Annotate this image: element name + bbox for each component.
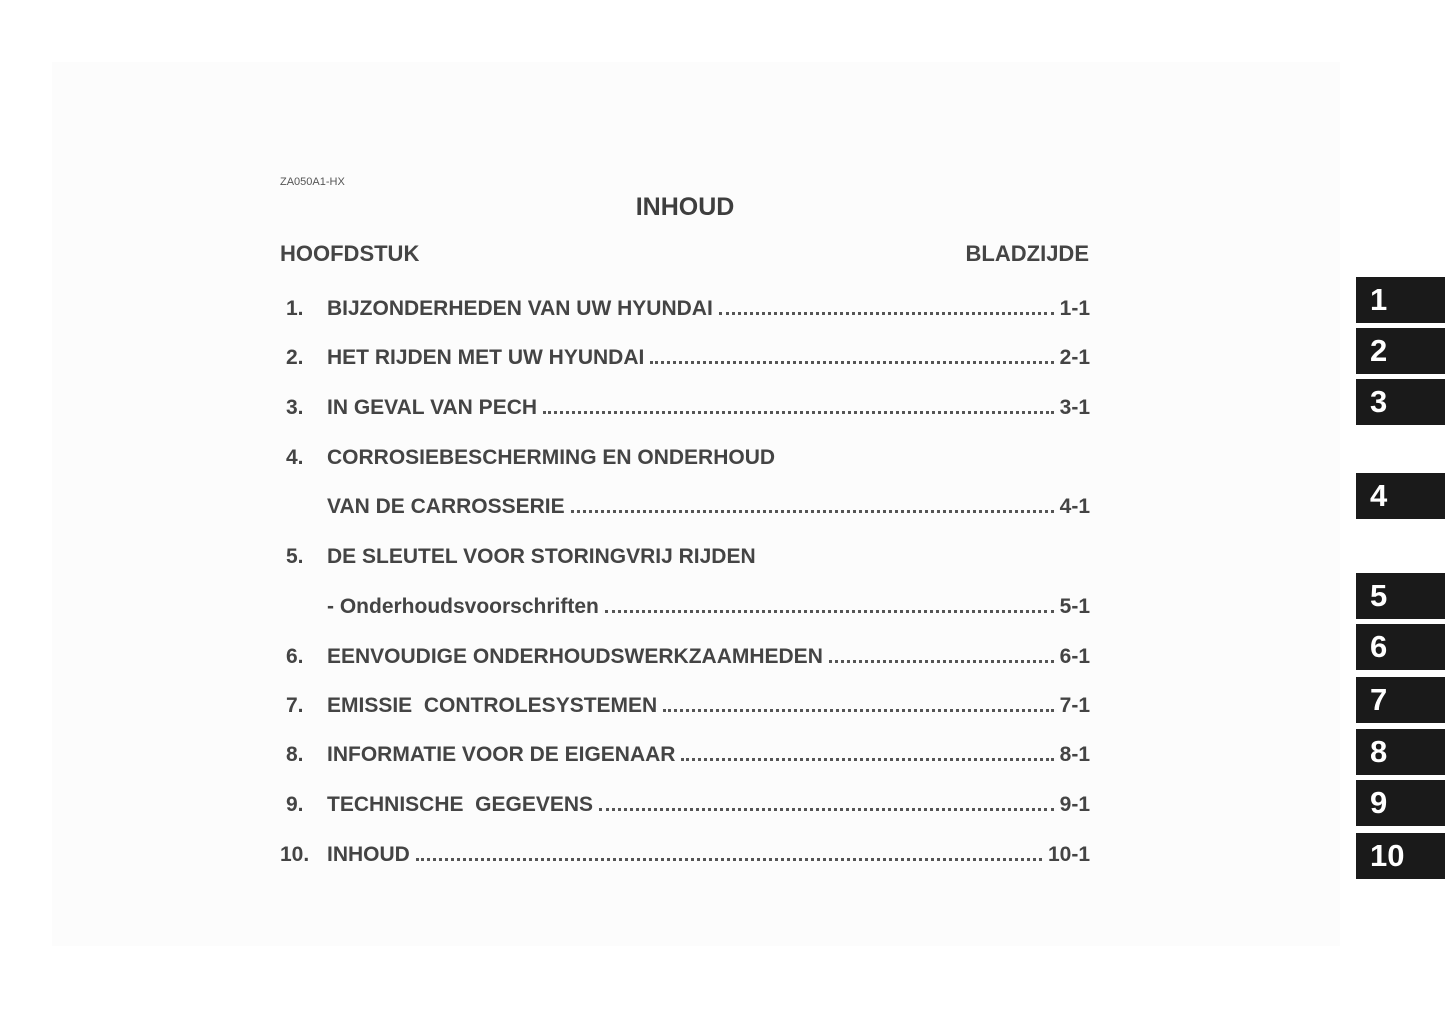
dot-leader (571, 510, 1054, 513)
toc-entry-6[interactable] (280, 637, 1090, 669)
toc-number: 10. (280, 843, 310, 866)
dot-leader (543, 411, 1054, 414)
toc-page: 7-1 (1059, 694, 1090, 717)
chapter-tab-2[interactable]: 2 (1356, 328, 1445, 374)
toc-page: 10-1 (1047, 843, 1090, 866)
toc-entry-10[interactable] (280, 835, 1090, 867)
toc-number: 5. (286, 545, 304, 568)
chapter-tab-3[interactable]: 3 (1356, 379, 1445, 425)
toc-number: 8. (286, 743, 304, 766)
dot-leader (605, 610, 1054, 613)
chapter-tab-1[interactable]: 1 (1356, 277, 1445, 323)
toc-entry-2[interactable] (280, 338, 1090, 370)
dot-leader (416, 858, 1042, 861)
dot-leader (681, 758, 1053, 761)
chapter-tab-8[interactable]: 8 (1356, 729, 1445, 775)
toc-entry-7[interactable] (280, 686, 1090, 718)
toc-entry-8[interactable] (280, 735, 1090, 767)
toc-entry-4[interactable] (280, 438, 1090, 470)
toc-label: CORROSIEBESCHERMING EN ONDERHOUD (327, 446, 776, 469)
toc-page: 2-1 (1059, 346, 1090, 369)
dot-leader (719, 312, 1054, 315)
toc-label: BIJZONDERHEDEN VAN UW HYUNDAI (327, 297, 713, 320)
page-column-header: BLADZIJDE (965, 241, 1089, 266)
chapter-tab-9[interactable]: 9 (1356, 780, 1445, 826)
toc-number: 9. (286, 793, 304, 816)
toc-number: 2. (286, 346, 304, 369)
toc-entry-1[interactable] (280, 289, 1090, 321)
dot-leader (829, 660, 1054, 663)
toc-page: 8-1 (1059, 743, 1090, 766)
toc-label: IN GEVAL VAN PECH (327, 396, 538, 419)
chapter-tab-6[interactable]: 6 (1356, 624, 1445, 670)
toc-number: 3. (286, 396, 304, 419)
toc-entry-4-continued[interactable] (280, 487, 1090, 519)
toc-page: 5-1 (1059, 595, 1090, 618)
toc-page: 9-1 (1059, 793, 1090, 816)
chapter-tab-4[interactable]: 4 (1356, 473, 1445, 519)
toc-page: 1-1 (1059, 297, 1090, 320)
dot-leader (599, 808, 1054, 811)
toc-label: INFORMATIE VOOR DE EIGENAAR (327, 743, 676, 766)
toc-label: HET RIJDEN MET UW HYUNDAI (327, 346, 645, 369)
page-title: INHOUD (635, 193, 735, 221)
document-code: ZA050A1-HX (280, 176, 345, 188)
chapter-tab-10[interactable]: 10 (1356, 833, 1445, 879)
chapter-column-header: HOOFDSTUK (280, 241, 420, 266)
toc-label: EENVOUDIGE ONDERHOUDSWERKZAAMHEDEN (327, 645, 823, 668)
toc-entry-5-continued[interactable] (280, 587, 1090, 619)
toc-entry-9[interactable] (280, 785, 1090, 817)
toc-label: DE SLEUTEL VOOR STORINGVRIJ RIJDEN (327, 545, 756, 568)
toc-number: 1. (286, 297, 304, 320)
toc-label: INHOUD (327, 843, 410, 866)
toc-entry-3[interactable] (280, 388, 1090, 420)
toc-label-continued: VAN DE CARROSSERIE (327, 495, 565, 518)
toc-entry-5[interactable] (280, 537, 1090, 569)
toc-number: 4. (286, 446, 304, 469)
dot-leader (650, 361, 1053, 364)
dot-leader (663, 709, 1053, 712)
toc-page: 3-1 (1059, 396, 1090, 419)
toc-page: 4-1 (1059, 495, 1090, 518)
toc-page: 6-1 (1059, 645, 1090, 668)
toc-label: TECHNISCHE GEGEVENS (327, 793, 594, 816)
toc-label-continued: - Onderhoudsvoorschriften (327, 595, 599, 618)
toc-number: 6. (286, 645, 304, 668)
toc-label: EMISSIE CONTROLESYSTEMEN (327, 694, 658, 717)
chapter-tab-7[interactable]: 7 (1356, 677, 1445, 723)
toc-number: 7. (286, 694, 304, 717)
chapter-tab-5[interactable]: 5 (1356, 573, 1445, 619)
